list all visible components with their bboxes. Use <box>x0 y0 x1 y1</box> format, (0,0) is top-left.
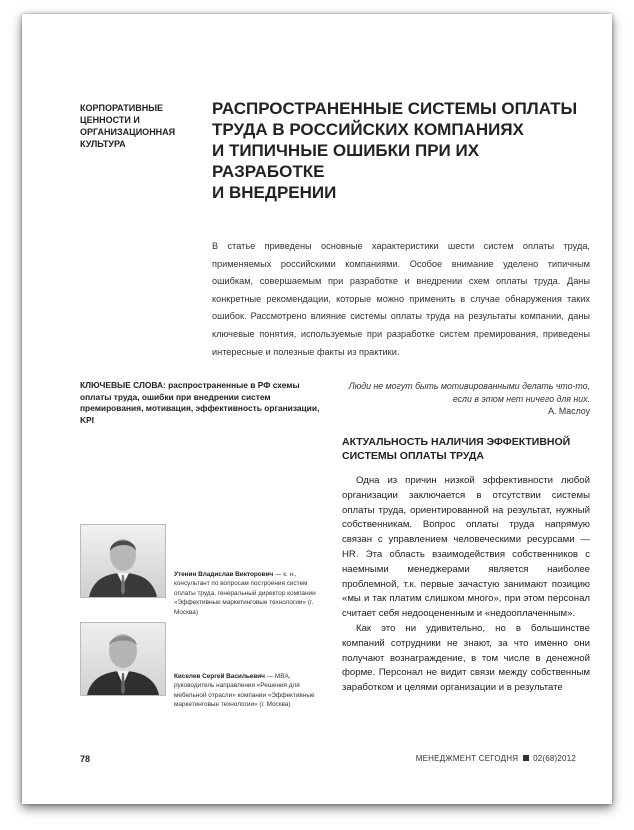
author-info <box>174 672 328 710</box>
author-name: Киселев Сергей Васильевич <box>174 673 265 680</box>
author-bio: — к. н., консультант по вопросам построения систем оплаты труда, генеральный директор компании «Эффективные маркетинговые технологии» (г. Москва) <box>174 571 316 616</box>
keywords: КЛЮЧЕВЫЕ СЛОВА: распространенные в РФ схемы оплаты труда, ошибки при внедрении систем премирования, мотивация, эффективность организации, KPI <box>80 380 320 425</box>
author-info <box>174 570 328 617</box>
author-photo <box>80 622 166 696</box>
epigraph <box>342 380 590 418</box>
epigraph-quote: Люди не могут быть мотивированными делать что-то, если в этом нет ничего для них. <box>348 381 590 404</box>
journal-issue: 02(68)2012 <box>533 754 576 763</box>
author-bio: — MBA, руководитель направления «Решения для мебельной отрасли» компании «Эффективные маркетинговые технологии» (г. Москва) <box>174 673 315 709</box>
article-title: РАСПРОСТРАНЕННЫЕ СИСТЕМЫ ОПЛАТЫ ТРУДА В РОССИЙСКИХ КОМПАНИЯХ И ТИПИЧНЫЕ ОШИБКИ ПРИ ИХ РАЗРАБОТКЕ И ВНЕДРЕНИИ <box>212 99 578 202</box>
journal-footer <box>416 754 576 763</box>
author-photo <box>80 524 166 598</box>
body-paragraph: Одна из причин низкой эффективности любой организации заключается в отсутствии системы оплаты труда, ориентированной на результат, нужный собственникам. Вопрос оплаты труда напрямую связан с управлением человеческими ресурсами — HR. Эта область взаимодействия собственников с наемными менеджерами является наиболее проблемной, т.к. первые зачастую занимают позицию «мы и так платим слишком много», при этом персонал считает себя недооцененным и «недооплаченным». <box>342 475 590 620</box>
article-abstract: В статье приведены основные характеристики шести систем оплаты труда, применяемых российскими компаниями. Особое внимание уделено типичным ошибкам, совершаемым при разработке и внедрении схем оплаты труда. Даны конкретные рекомендации, которые можно применить в случае обнаружения таких ошибок. Рассмотрено влияние системы оплаты труда на результаты компании, даны ключевые понятия, используемые при разработке систем премирования, приведены интересные и полезные факты из практики. <box>212 241 590 357</box>
square-separator-icon <box>523 755 529 761</box>
author-name: Утенин Владислав Викторович <box>174 571 274 578</box>
article-body <box>342 474 590 696</box>
section-label: КОРПОРАТИВНЫЕ ЦЕННОСТИ И ОРГАНИЗАЦИОННАЯ КУЛЬТУРА <box>80 103 176 149</box>
magazine-page <box>22 14 612 804</box>
epigraph-author: А. Маслоу <box>548 406 590 417</box>
body-paragraph: Как это ни удивительно, но в большинстве компаний сотрудники не знают, за что именно они получают вознаграждение, в том числе в денежной форме. Персонал не видит связи между собственным заработком и целями организации и в результате <box>342 622 590 694</box>
section-heading: АКТУАЛЬНОСТЬ НАЛИЧИЯ ЭФФЕКТИВНОЙ СИСТЕМЫ ОПЛАТЫ ТРУДА <box>342 436 571 462</box>
page-number: 78 <box>80 754 91 764</box>
journal-name: МЕНЕДЖМЕНТ СЕГОДНЯ <box>415 754 519 763</box>
